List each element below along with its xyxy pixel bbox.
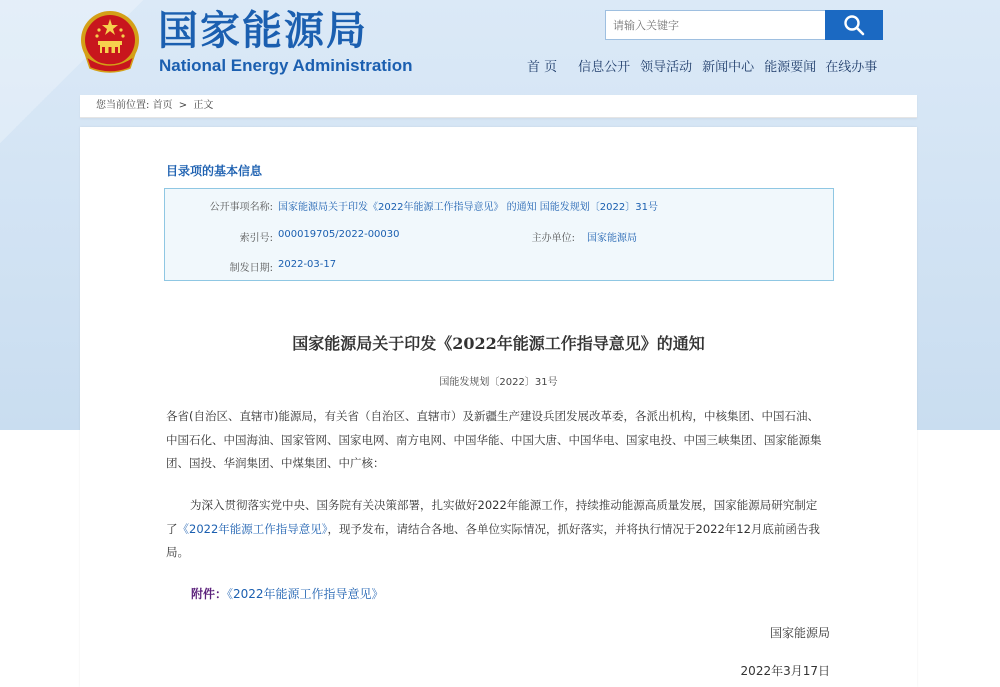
attachment <box>191 585 384 602</box>
content-panel <box>80 127 917 687</box>
breadcrumb <box>80 95 917 118</box>
attachment-label: 附件： <box>191 587 228 601</box>
info-index-value: 000019705/2022-00030 <box>278 229 400 240</box>
site-title-en[interactable]: National Energy Administration <box>159 56 413 75</box>
signature-date: 2022年3月17日 <box>740 664 830 678</box>
national-emblem-icon[interactable] <box>80 10 140 74</box>
breadcrumb-separator: > <box>178 100 188 111</box>
info-table <box>164 188 834 281</box>
breadcrumb-home-link[interactable]: 首页 <box>152 100 173 111</box>
breadcrumb-current: 正文 <box>193 100 214 111</box>
nav-online-services[interactable]: 在线办事 <box>825 60 878 75</box>
search-icon <box>843 14 865 36</box>
guideline-link[interactable]: 《2022年能源工作指导意见》 <box>177 521 328 536</box>
nav-leadership[interactable]: 领导活动 <box>640 60 693 75</box>
info-name-label: 公开事项名称: <box>209 202 273 213</box>
info-index-label: 索引号: <box>239 233 273 244</box>
search-input[interactable] <box>605 10 833 40</box>
nav-news-center[interactable]: 新闻中心 <box>702 60 755 75</box>
document-title: 国家能源局关于印发《2022年能源工作指导意见》的通知 <box>292 334 705 353</box>
info-date-value: 2022-03-17 <box>278 259 337 270</box>
info-section-title: 目录项的基本信息 <box>166 164 263 178</box>
body-text-start: 为深入贯彻落实党中央、国务院有关决策部署，扎实做好2022年能源工作，持续推动能源高质量发展，国家能源局研究制定了 <box>166 498 818 536</box>
nav-info-disclosure[interactable]: 信息公开 <box>578 60 631 75</box>
nav-home[interactable]: 首 页 <box>527 60 558 75</box>
site-header <box>0 0 1000 95</box>
info-org-label: 主办单位: <box>531 233 575 244</box>
body-text-end: ，现予发布，请结合各地、各单位实际情况，抓好落实，并将执行情况于2022年12月底前函告我局。 <box>166 521 820 559</box>
nav-energy-news[interactable]: 能源要闻 <box>764 60 817 75</box>
search-bar <box>605 10 883 40</box>
document-body <box>166 494 828 565</box>
attachment-link[interactable]: 《2022年能源工作指导意见》 <box>227 587 384 601</box>
site-title-cn[interactable]: 国家能源局 <box>158 8 368 54</box>
signature: 国家能源局 <box>769 626 830 640</box>
breadcrumb-prefix: 您当前位置: <box>96 100 150 111</box>
search-button[interactable] <box>825 10 883 40</box>
main-nav <box>527 56 877 75</box>
info-org-value: 国家能源局 <box>587 233 637 244</box>
info-name-value: 国家能源局关于印发《2022年能源工作指导意见》 的通知 国能发规划〔2022〕31号 <box>278 202 658 213</box>
document-recipients: 各省(自治区、直辖市)能源局，有关省（自治区、直辖市）及新疆生产建设兵团发展改革委，各派出机构，中核集团、中国石油、中国石化、中国海油、国家管网、国家电网、南方电网、中国华能、中国大唐、中国华电、国家电投、中国三峡集团、国家能源集团、国投、华润集团、中煤集团、中广核： <box>166 409 822 470</box>
info-date-label: 制发日期: <box>229 263 273 274</box>
document-number: 国能发规划〔2022〕31号 <box>439 377 558 388</box>
